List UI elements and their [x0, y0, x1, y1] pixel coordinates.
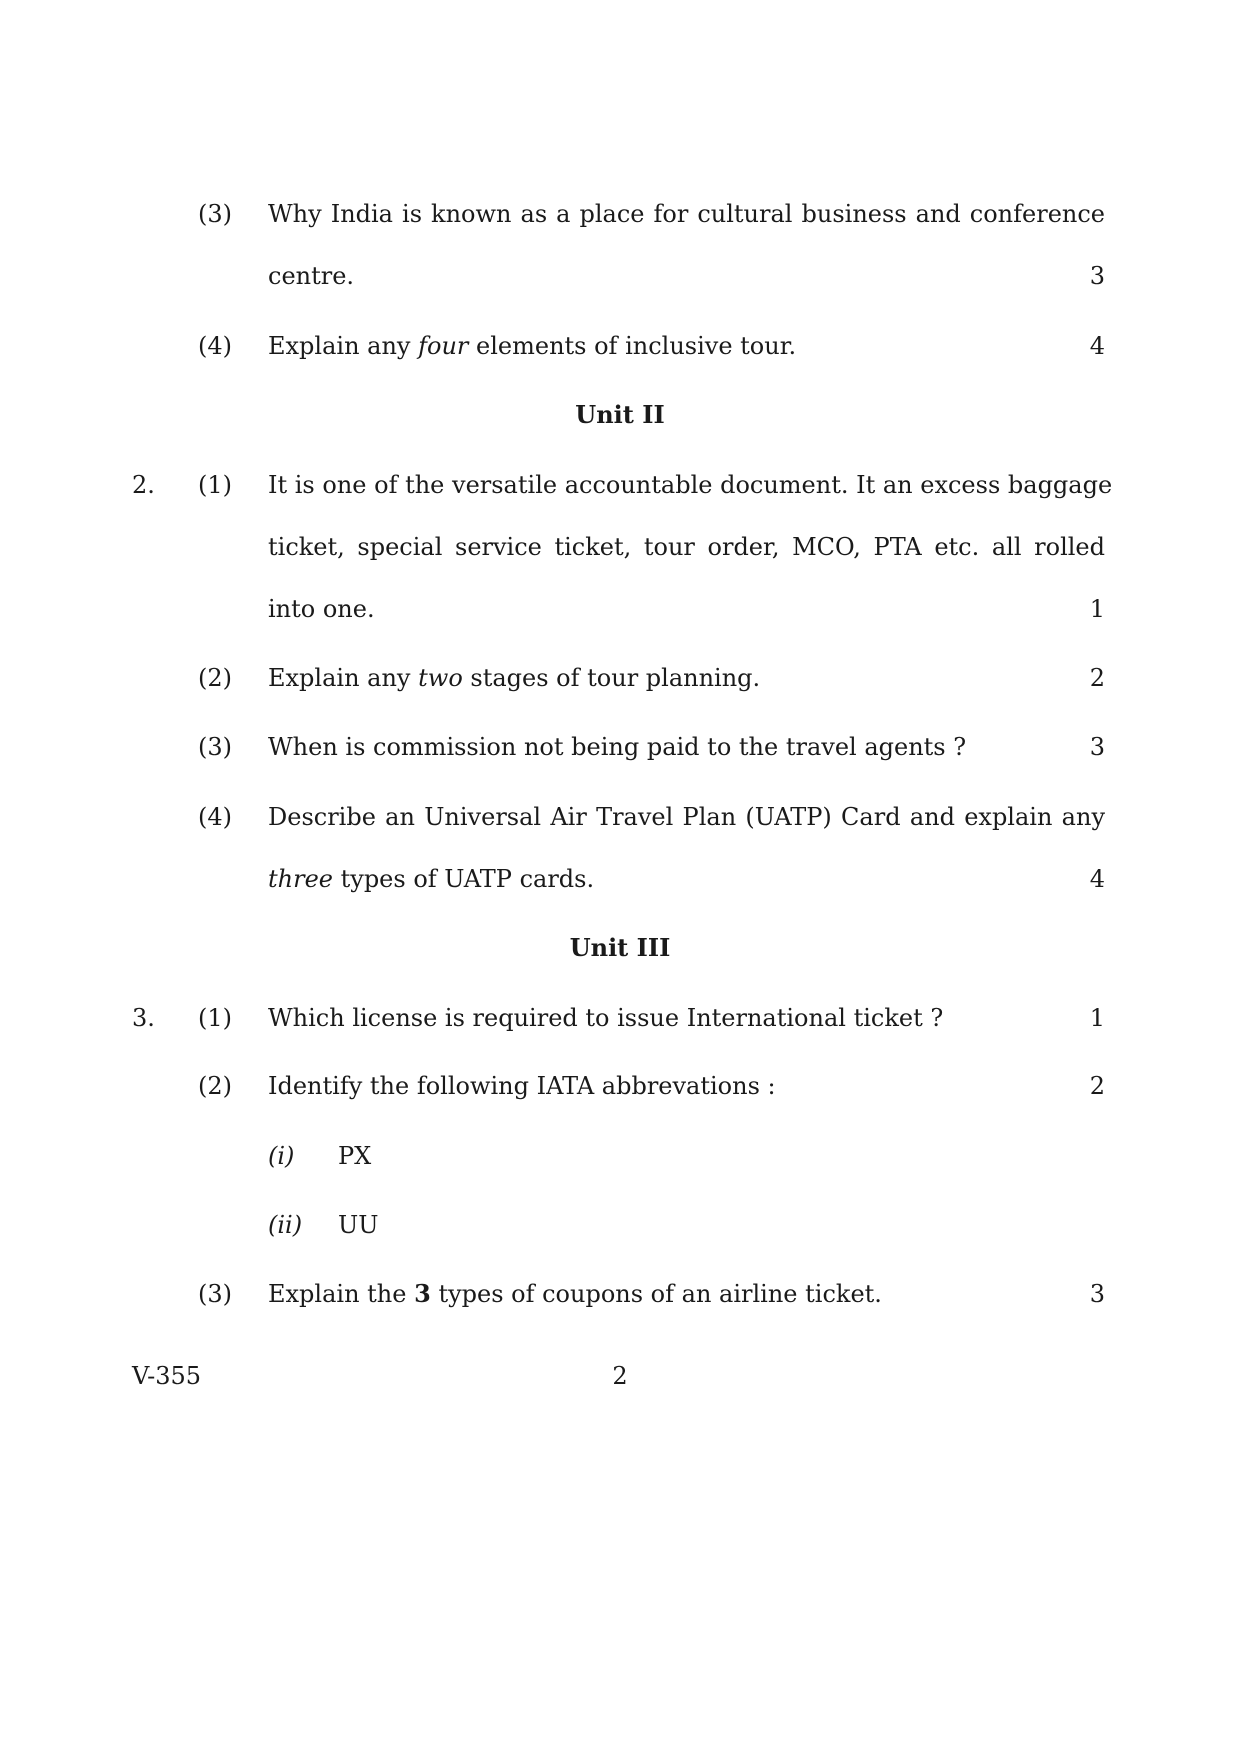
unit-3-heading: Unit III — [569, 933, 671, 962]
sub-item-text: UU — [338, 1211, 379, 1239]
question-text: Explain the 3 types of coupons of an airline ticket. — [268, 1279, 882, 1308]
question-text: Identify the following IATA abbrevations : — [268, 1072, 776, 1100]
question-2-1 — [0, 468, 1240, 502]
footer — [0, 1359, 1240, 1393]
sub-item-text: PX — [338, 1142, 372, 1170]
marks: 3 — [1089, 733, 1105, 761]
marks: 4 — [1089, 865, 1105, 893]
question-text: ticket, special service ticket, tour order, MCO, PTA etc. all rolled — [268, 533, 1105, 561]
question-1-3-cont — [0, 259, 1240, 293]
part-number: (2) — [198, 664, 232, 692]
unit-2-heading: Unit II — [575, 400, 665, 429]
sub-item — [0, 1139, 1240, 1173]
part-number: (4) — [198, 332, 232, 360]
question-2-2 — [0, 661, 1240, 695]
sub-item — [0, 1208, 1240, 1242]
emphasis: two — [418, 664, 463, 692]
sub-item-label: (i) — [268, 1142, 295, 1170]
question-number: 2. — [132, 471, 155, 499]
marks: 3 — [1089, 262, 1105, 290]
marks: 2 — [1089, 1072, 1105, 1100]
marks: 3 — [1089, 1280, 1105, 1308]
question-1-4 — [0, 329, 1240, 363]
question-3-1 — [0, 1001, 1240, 1035]
question-2-1-cont2 — [0, 592, 1240, 626]
question-text: Explain any four elements of inclusive tour. — [268, 332, 797, 360]
question-1-3 — [0, 197, 1240, 231]
question-text: Explain any two stages of tour planning. — [268, 664, 761, 692]
question-text: centre. — [268, 262, 355, 290]
question-2-3 — [0, 730, 1240, 764]
part-number: (3) — [198, 1280, 232, 1308]
question-2-1-cont — [0, 530, 1240, 564]
emphasis: three — [268, 865, 333, 893]
part-number: (1) — [198, 1004, 232, 1032]
page-number: 2 — [612, 1362, 628, 1390]
paper-code: V-355 — [132, 1362, 202, 1390]
marks: 4 — [1089, 332, 1105, 360]
question-3-2 — [0, 1069, 1240, 1103]
question-text: into one. — [268, 595, 375, 623]
sub-item-label: (ii) — [268, 1211, 303, 1239]
question-text: Why India is known as a place for cultural business and conference — [268, 200, 1105, 228]
emphasis: four — [418, 332, 469, 360]
part-number: (2) — [198, 1072, 232, 1100]
question-number: 3. — [132, 1004, 155, 1032]
question-text: Which license is required to issue International ticket ? — [268, 1004, 944, 1032]
part-number: (3) — [198, 733, 232, 761]
question-text: Describe an Universal Air Travel Plan (UATP) Card and explain any — [268, 803, 1105, 831]
question-2-4 — [0, 800, 1240, 834]
question-text: three types of UATP cards. — [268, 865, 595, 893]
marks: 2 — [1089, 664, 1105, 692]
question-text: It is one of the versatile accountable document. It an excess baggage — [268, 471, 1113, 499]
part-number: (3) — [198, 200, 232, 228]
question-2-4-cont — [0, 862, 1240, 896]
marks: 1 — [1089, 1004, 1105, 1032]
part-number: (1) — [198, 471, 232, 499]
part-number: (4) — [198, 803, 232, 831]
marks: 1 — [1089, 595, 1105, 623]
question-3-3 — [0, 1277, 1240, 1311]
question-text: When is commission not being paid to the travel agents ? — [268, 733, 967, 761]
bold-number: 3 — [414, 1279, 431, 1308]
